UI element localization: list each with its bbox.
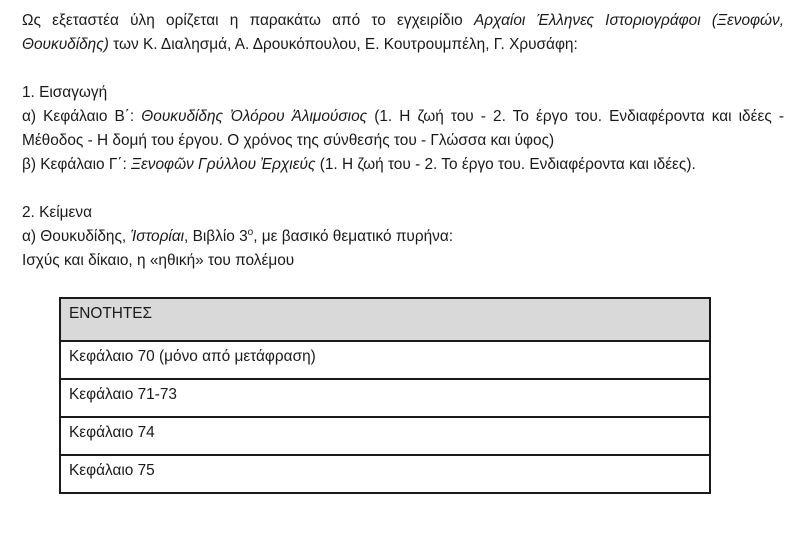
section1-item-b [22, 153, 784, 177]
table-header-cell: ΕΝΟΤΗΤΕΣ [60, 298, 710, 341]
table-cell: Κεφάλαιο 74 [60, 417, 710, 455]
table-row [60, 341, 710, 379]
table-cell: Κεφάλαιο 70 (μόνο από μετάφραση) [60, 341, 710, 379]
section2-item-a-sup: ο [247, 226, 254, 238]
section2-theme: Ισχύς και δίκαιο, η «ηθική» του πολέμου [22, 252, 295, 269]
table-cell: Κεφάλαιο 75 [60, 455, 710, 493]
section2-item-a-rest: , με βασικό θεματικό πυρήνα: [253, 228, 454, 245]
document-body [22, 9, 784, 273]
table-row [60, 379, 710, 417]
section2-item-a [22, 225, 784, 249]
section2-item-a-prefix: α) Θουκυδίδης, [22, 228, 131, 245]
intro-text-part2: των Κ. Διαλησμά, Α. Δρουκόπουλου, Ε. Κουτρουμπέλη, Γ. Χρυσάφη: [108, 36, 578, 53]
section2-heading: 2. Κείμενα [22, 204, 92, 221]
section1-item-a-rest: (1. Η ζωή του - 2. Το έργο του. Ενδιαφέροντα και ιδέες - Μέθοδος - Η δομή του έργου. Ο χρόνος της σύνθεσής του - Γλώσσα και ύφος) [22, 108, 784, 149]
intro-paragraph [22, 9, 784, 57]
section2-item-a-title: Ἱστορίαι [130, 228, 185, 245]
textbook-title: Αρχαίοι Έλληνες Ιστοριογράφοι (Ξενοφών, Θουκυδίδης) [22, 12, 785, 53]
spacer [22, 57, 784, 81]
table-cell: Κεφάλαιο 71-73 [60, 379, 710, 417]
spacer [22, 177, 784, 201]
table-row [60, 417, 710, 455]
units-table [59, 297, 711, 494]
table-row [60, 455, 710, 493]
intro-text-part1: Ως εξεταστέα ύλη ορίζεται η παρακάτω από το εγχειρίδιο [22, 12, 474, 29]
section1-item-a [22, 105, 784, 153]
section1-item-a-title: Θουκυδίδης Ὀλόρου Ἁλιμούσιος [141, 108, 368, 125]
table-header-row [60, 298, 710, 341]
section1-item-b-prefix: β) Κεφάλαιο Γ΄: [22, 156, 132, 173]
section1-item-b-rest: (1. Η ζωή του - 2. Το έργο του. Ενδιαφέροντα και ιδέες). [315, 156, 696, 173]
section2-item-a-mid: , Βιβλίο 3 [184, 228, 248, 245]
section1-item-a-prefix: α) Κεφάλαιο Β΄: [22, 108, 142, 125]
section1-item-b-title: Ξενοφῶν Γρύλλου Ἐρχιεύς [131, 156, 316, 173]
section1-heading: 1. Εισαγωγή [22, 84, 108, 101]
